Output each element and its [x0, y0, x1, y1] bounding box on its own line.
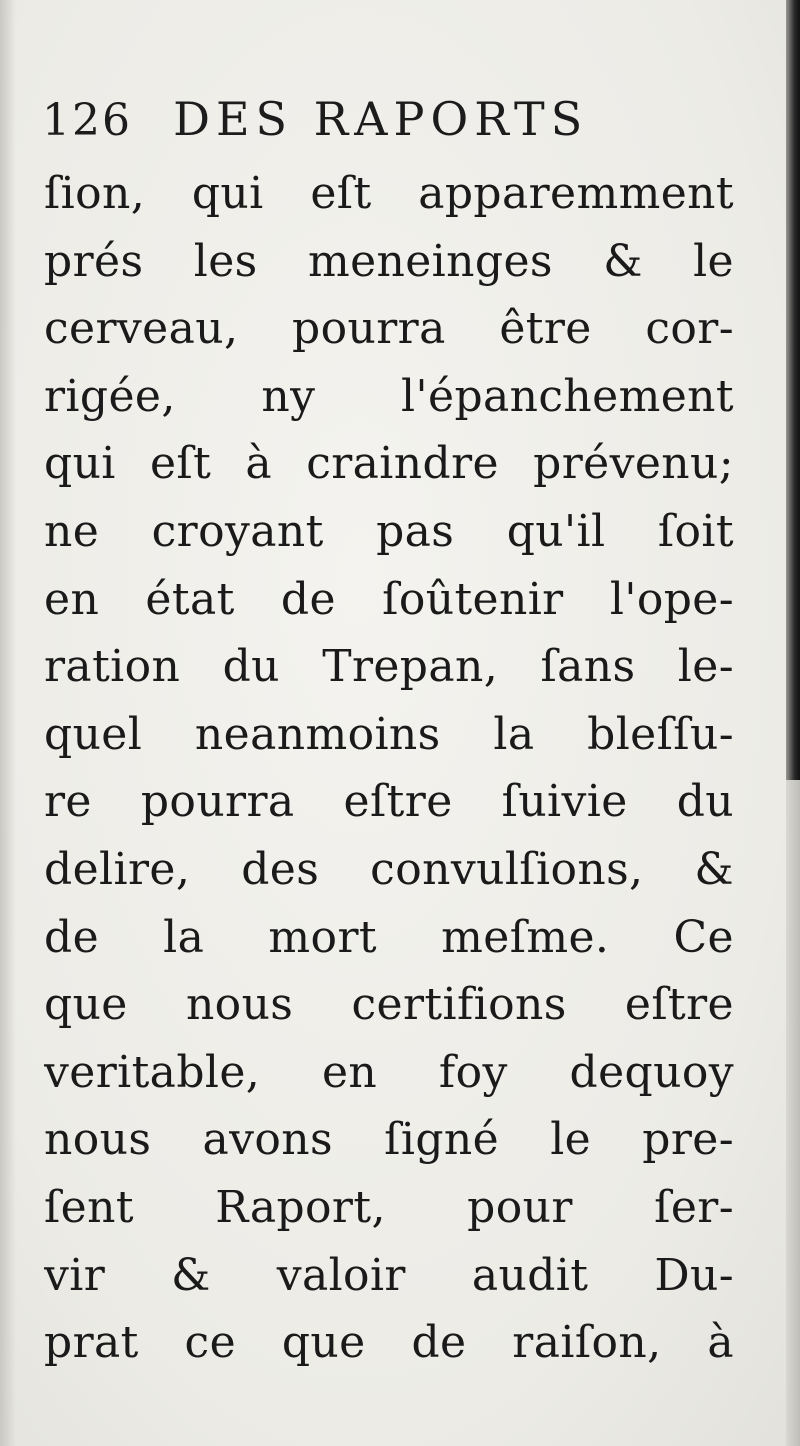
text-line: ne croyant pas qu'il ſoit [44, 505, 734, 557]
page-edge-dark [786, 0, 800, 780]
page-number: 126 [42, 95, 132, 146]
text-line: que nous certifions eſtre [44, 979, 734, 1031]
text-line: de la mort meſme. Ce [44, 911, 734, 963]
page-header [42, 92, 682, 162]
text-line: ſion, qui eſt apparemment [44, 168, 734, 219]
text-line: veritable, en foy dequoy [44, 1046, 734, 1098]
text-line: nous avons ſigné le pre- [44, 1114, 734, 1166]
text-line: quel neanmoins la bleſſu- [44, 708, 734, 760]
text-line: cerveau, pourra être cor- [44, 303, 734, 355]
text-line: prés les meneinges & le [44, 235, 734, 287]
text-line: prat ce que de raiſon, à [44, 1317, 734, 1369]
text-line: delire, des convulſions, & [44, 843, 734, 895]
text-line: vir & valoir audit Du- [44, 1249, 734, 1301]
text-line: qui eſt à craindre prévenu; [44, 438, 734, 490]
body-text [44, 160, 734, 1377]
text-line: ration du Trepan, ſans le- [44, 641, 734, 693]
gutter-shadow [0, 0, 16, 1446]
text-line: rigée, ny l'épanchement [44, 370, 734, 422]
running-head: DES RAPORTS [173, 92, 589, 146]
page-edge-light [786, 780, 800, 1446]
text-line: en état de ſoûtenir l'ope- [44, 573, 734, 625]
text-line: re pourra eſtre ſuivie du [44, 776, 734, 828]
text-line: ſent Raport, pour ſer- [44, 1181, 734, 1233]
